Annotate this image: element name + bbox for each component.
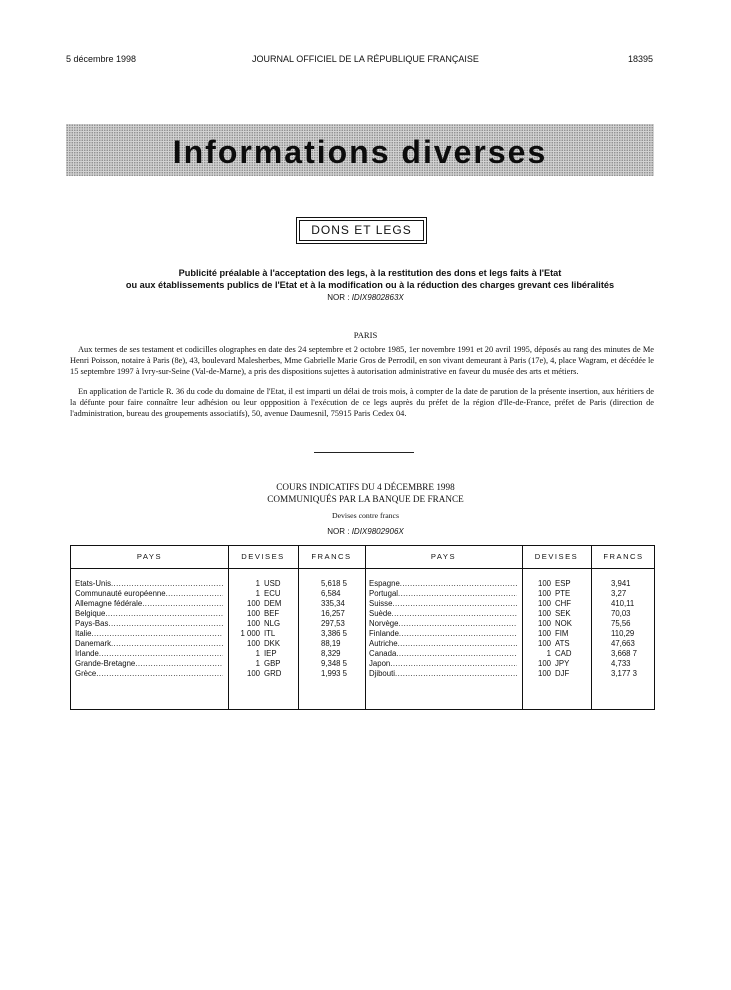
- franc-rate: 3,177 3: [611, 669, 638, 678]
- country-name: Danemark .....: [75, 639, 223, 649]
- franc-rate: 88,19: [321, 639, 341, 648]
- unit-quantity: 1: [255, 659, 260, 668]
- unit-quantity: 1 000: [240, 629, 260, 638]
- table-row: [365, 669, 656, 679]
- currency-code: FIM: [555, 629, 569, 638]
- journal-title: JOURNAL OFFICIEL DE LA RÉPUBLIQUE FRANÇAISE: [252, 54, 479, 64]
- franc-rate: 410,11: [611, 599, 635, 608]
- currency-code: DEM: [264, 599, 282, 608]
- table-row: [71, 609, 365, 619]
- franc-rate: 3,941: [611, 579, 631, 588]
- country-name: Portugal .....: [369, 589, 517, 599]
- unit-quantity: 100: [537, 609, 551, 618]
- cours-title-line1: COURS INDICATIFS DU 4 DÉCEMBRE 1998: [276, 482, 455, 492]
- country-name: Grande-Bretagne .....: [75, 659, 223, 669]
- franc-rate: 8,329: [321, 649, 341, 658]
- separator-line: [314, 452, 414, 453]
- exchange-rates-table: [70, 545, 655, 710]
- currency-code: USD: [264, 579, 281, 588]
- publicity-title-line1: Publicité préalable à l'acceptation des legs, à la restitution des dons et legs faits à l'Etat: [178, 268, 562, 278]
- currency-code: GRD: [264, 669, 282, 678]
- currency-code: JPY: [555, 659, 570, 668]
- unit-quantity: 100: [537, 639, 551, 648]
- franc-rate: 6,584: [321, 589, 341, 598]
- unit-quantity: 1: [255, 649, 260, 658]
- country-name: Norvège .....: [369, 619, 517, 629]
- unit-quantity: 100: [537, 579, 551, 588]
- unit-quantity: 100: [246, 619, 260, 628]
- franc-rate: 75,56: [611, 619, 631, 628]
- notice-paragraph-2: En application de l'article R. 36 du code du domaine de l'Etat, il est imparti un délai de trois mois, à compter de la date de parution de la présente insertion, aux héritiers de la défunte pour faire connaître leur adhésion ou leur oppposition à l'exécution de ce legs auprès du préfet de la région d'Ile-de-France, préfet de Paris (direction de l'administration, bureau des groupements associatifs), 50, avenue Daumesnil, 75915 Paris Cedex 04.: [70, 387, 654, 418]
- franc-rate: 47,663: [611, 639, 635, 648]
- dons-et-legs-heading: DONS ET LEGS: [296, 217, 427, 244]
- cours-nor-reference: [0, 527, 731, 536]
- column-header-devises: DEVISES: [241, 552, 285, 561]
- column-header-francs: FRANCS: [603, 552, 644, 561]
- publicity-title: [50, 267, 690, 291]
- franc-rate: 3,668 7: [611, 649, 638, 658]
- table-row: [365, 659, 656, 669]
- banner-title: Informations diverses: [172, 134, 548, 170]
- cours-nor-code: IDIX9802906X: [351, 527, 404, 536]
- unit-quantity: 1: [546, 649, 551, 658]
- country-name: Finlande .....: [369, 629, 517, 639]
- table-row: [365, 609, 656, 619]
- currency-code: NLG: [264, 619, 281, 628]
- franc-rate: 3,386 5: [321, 629, 348, 638]
- unit-quantity: 100: [537, 599, 551, 608]
- franc-rate: 297,53: [321, 619, 345, 628]
- currency-code: ATS: [555, 639, 570, 648]
- currency-code: IEP: [264, 649, 277, 658]
- currency-code: SEK: [555, 609, 571, 618]
- table-row: [365, 629, 656, 639]
- nor-code: IDIX9802863X: [351, 293, 404, 302]
- column-header-francs: FRANCS: [311, 552, 352, 561]
- currency-code: DKK: [264, 639, 281, 648]
- column-header-pays: PAYS: [430, 552, 457, 561]
- country-name: Communauté européenne .....: [75, 589, 223, 599]
- table-row: [71, 589, 365, 599]
- country-name: Japon .....: [369, 659, 517, 669]
- cours-subtitle: Devises contre francs: [331, 511, 400, 520]
- currency-code: DJF: [555, 669, 570, 678]
- country-name: Autriche .....: [369, 639, 517, 649]
- table-row: [71, 619, 365, 629]
- table-row: [365, 599, 656, 609]
- table-header-rule: [71, 568, 654, 569]
- unit-quantity: 1: [255, 579, 260, 588]
- unit-quantity: 100: [537, 659, 551, 668]
- publicity-title-line2: ou aux établissements publics de l'Etat et à la modification ou à la réduction des charges grevant ces libéralités: [125, 280, 615, 290]
- franc-rate: 9,348 5: [321, 659, 348, 668]
- franc-rate: 4,733: [611, 659, 631, 668]
- country-name: Grèce .....: [75, 669, 223, 679]
- unit-quantity: 1: [255, 589, 260, 598]
- franc-rate: 3,27: [611, 589, 627, 598]
- franc-rate: 335,34: [321, 599, 345, 608]
- unit-quantity: 100: [537, 669, 551, 678]
- country-name: Allemagne fédérale .....: [75, 599, 223, 609]
- country-name: Belgique .....: [75, 609, 223, 619]
- rates-list-left: [71, 579, 365, 679]
- notice-paragraph-1: Aux termes de ses testament et codicilles olographes en date des 24 septembre et 2 octobre 1985, 1er novembre 1991 et 20 avril 1995, déposés au rang des minutes de Me Henri Poisson, notaire à Paris (8e), 43, boulevard Malesherbes, Mme Gabrielle Marie Gros de Perrodil, en son vivant demeurant à Paris (17e), 4, place Wagram, et décédée le 15 septembre 1997 à Ivry-sur-Seine (Val-de-Marne), a pris des dispositions sujettes à autorisation administrative en faveur du musée des arts et métiers.: [70, 345, 654, 376]
- unit-quantity: 100: [537, 629, 551, 638]
- country-name: Suède .....: [369, 609, 517, 619]
- currency-code: GBP: [264, 659, 281, 668]
- currency-code: NOK: [555, 619, 572, 628]
- table-row: [365, 579, 656, 589]
- table-row: [71, 629, 365, 639]
- table-row: [365, 589, 656, 599]
- franc-rate: 1,993 5: [321, 669, 348, 678]
- currency-code: CHF: [555, 599, 572, 608]
- currency-code: CAD: [555, 649, 572, 658]
- page-number: 18395: [627, 54, 653, 64]
- country-name: Italie .....: [75, 629, 223, 639]
- unit-quantity: 100: [537, 619, 551, 628]
- country-name: Suisse .....: [369, 599, 517, 609]
- table-row: [71, 579, 365, 589]
- cours-title-line2: COMMUNIQUÉS PAR LA BANQUE DE FRANCE: [267, 494, 464, 504]
- nor-reference: [0, 293, 731, 302]
- country-name: Pays-Bas .....: [75, 619, 223, 629]
- franc-rate: 110,29: [611, 629, 635, 638]
- currency-code: PTE: [555, 589, 571, 598]
- rates-list-right: [365, 579, 656, 679]
- currency-code: BEF: [264, 609, 280, 618]
- country-name: Irlande .....: [75, 649, 223, 659]
- franc-rate: 70,03: [611, 609, 631, 618]
- unit-quantity: 100: [246, 669, 260, 678]
- cours-nor-label: NOR :: [327, 527, 350, 536]
- unit-quantity: 100: [246, 609, 260, 618]
- table-row: [71, 649, 365, 659]
- column-header-devises: DEVISES: [534, 552, 579, 561]
- notice-city: PARIS: [353, 330, 378, 340]
- currency-code: ECU: [264, 589, 281, 598]
- table-row: [71, 669, 365, 679]
- section-banner: [66, 124, 654, 176]
- header-date: 5 décembre 1998: [66, 54, 137, 64]
- table-row: [71, 659, 365, 669]
- unit-quantity: 100: [246, 639, 260, 648]
- nor-label: NOR :: [327, 293, 350, 302]
- currency-code: ITL: [264, 629, 276, 638]
- country-name: Canada .....: [369, 649, 517, 659]
- table-row: [365, 619, 656, 629]
- table-row: [71, 639, 365, 649]
- country-name: Etats-Unis .....: [75, 579, 223, 589]
- table-row: [71, 599, 365, 609]
- country-name: Djibouti .....: [369, 669, 517, 679]
- unit-quantity: 100: [537, 589, 551, 598]
- column-header-pays: PAYS: [136, 552, 163, 561]
- franc-rate: 16,257: [321, 609, 345, 618]
- country-name: Espagne .....: [369, 579, 517, 589]
- table-row: [365, 649, 656, 659]
- table-row: [365, 639, 656, 649]
- franc-rate: 5,618 5: [321, 579, 348, 588]
- unit-quantity: 100: [246, 599, 260, 608]
- currency-code: ESP: [555, 579, 571, 588]
